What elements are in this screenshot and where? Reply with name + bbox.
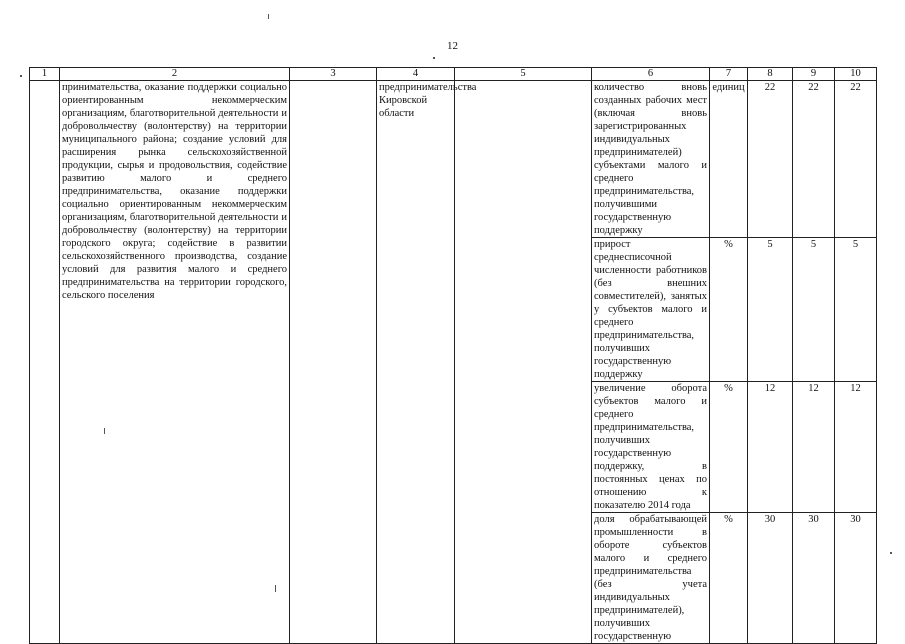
indicator-value: 22 [748, 81, 793, 238]
column-number: 9 [793, 68, 835, 81]
indicator-unit: % [710, 238, 748, 382]
indicator-value: 12 [793, 382, 835, 513]
column-number: 1 [30, 68, 60, 81]
indicator-name: прирост среднесписочной численности работников (без внешних совместителей), занятых у субъектов малого и среднего предпринимательства, получивших государственную поддержку [592, 238, 710, 382]
indicator-value: 5 [748, 238, 793, 382]
column-number: 10 [835, 68, 877, 81]
scan-speck [433, 57, 435, 59]
indicator-value: 5 [793, 238, 835, 382]
measure-description: принимательства, оказание поддержки социально ориентированным некоммерческим организациям, благотворительной деятельности и добровольчеству (волонтерству) на территории муниципального района; создание условий для расширения рынка сельскохозяйственной продукции, сырья и продовольствия, содействие развитию малого и среднего предпринимательства, оказание поддержки социально ориентированным некоммерческим организациям, благотворительной деятельности и добровольчеству (волонтерству) на территории городского округа; содействие в развитии сельскохозяйственного производства, создание условий для развития малого и среднего предпринимательства на территории городского, сельского поселения [60, 81, 290, 644]
indicator-value: 12 [748, 382, 793, 513]
column-number: 4 [377, 68, 455, 81]
cell-col3 [290, 81, 377, 644]
indicator-value: 12 [835, 382, 877, 513]
indicator-name: доля обрабатывающей промышленности в обороте субъектов малого и среднего предпринимательства (без учета индивидуальных предпринимателей), получивших государственную [592, 513, 710, 644]
table-row [30, 81, 877, 238]
indicator-value: 5 [835, 238, 877, 382]
indicator-value: 30 [793, 513, 835, 644]
executor-cell: предпринимательства Кировской области [377, 81, 455, 644]
column-number: 8 [748, 68, 793, 81]
indicator-unit: % [710, 513, 748, 644]
column-number: 2 [60, 68, 290, 81]
column-number-row [30, 68, 877, 81]
indicator-unit: % [710, 382, 748, 513]
cell-col5 [455, 81, 592, 644]
page-number: 12 [447, 40, 458, 52]
column-number: 6 [592, 68, 710, 81]
scan-speck [20, 75, 22, 77]
indicator-name: количество вновь созданных рабочих мест (включая вновь зарегистрированных индивидуальных предпринимателей) субъектами малого и среднего предпринимательства, получившими государственную поддержку [592, 81, 710, 238]
column-number: 5 [455, 68, 592, 81]
indicator-unit: единиц [710, 81, 748, 238]
column-number: 7 [710, 68, 748, 81]
indicator-value: 22 [793, 81, 835, 238]
indicator-value: 30 [748, 513, 793, 644]
column-number: 3 [290, 68, 377, 81]
indicator-value: 30 [835, 513, 877, 644]
indicator-name: увеличение оборота субъектов малого и среднего предпринимательства, получивших государственную поддержку, в постоянных ценах по отношению к показателю 2014 года [592, 382, 710, 513]
scan-speck [268, 14, 269, 19]
indicators-table [29, 67, 877, 644]
scan-speck [890, 552, 892, 554]
indicator-value: 22 [835, 81, 877, 238]
cell-col1 [30, 81, 60, 644]
